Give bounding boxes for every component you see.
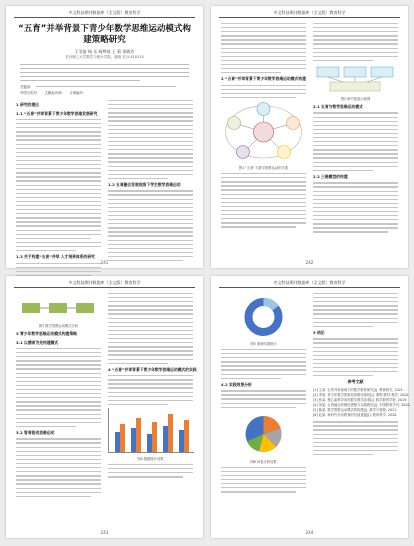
document-page-2 (211, 6, 408, 268)
figure-caption: 图5 调查结果统计 (250, 342, 277, 346)
framework-box (317, 67, 339, 77)
section-heading: 4 “五育”并举背景下青少年数学思维运动模式的实践 (108, 366, 197, 372)
left-column (221, 23, 306, 230)
section-heading: 3 青少年数学思维运动模式构建策略 (16, 331, 77, 336)
right-column (313, 23, 398, 236)
node-top (257, 103, 270, 116)
chart-bar (168, 414, 173, 452)
running-header: 中文科技期刊数据库（全文版）教育科学 (219, 280, 400, 288)
document-page-4 (211, 276, 411, 538)
node-bottom-left (237, 146, 250, 159)
figure-donut-chart (221, 295, 306, 339)
right-column (108, 293, 197, 480)
framework-box (344, 67, 366, 77)
author-list: 王菲旋 杨 乐 杨梦琦 王 莉 邹敏芳 (74, 49, 135, 54)
figure-caption: 图3 数学思维运动模式分析 (38, 324, 79, 328)
figure-caption: 图2 研究框架示意图 (340, 96, 371, 101)
reference-item: [2] 李某. 青少年数学思维培养路径探析[J]. 课程·教材·教法, 2020. (313, 393, 410, 398)
page-number: 241 (100, 260, 109, 265)
subsection-heading: 3.2 智育驱动思维运动 (16, 429, 55, 435)
framework-svg (313, 64, 398, 94)
figure-framework-diagram (313, 64, 398, 94)
reference-item: [6] 赵某. 新时代劳动教育的价值意蕴[J]. 教育科学, 2020. (313, 413, 398, 418)
reference-item: [1] 王某. 五育并举视域下的数学教育研究[J]. 教育研究, 2021. (313, 388, 404, 393)
framework-box (371, 67, 393, 77)
framework-box (330, 82, 380, 91)
page-number: 243 (100, 530, 109, 535)
node-bottom-right (278, 146, 291, 159)
chart-bar (136, 418, 141, 452)
chart-bar (120, 424, 125, 452)
running-header: 中文科技期刊数据库（全文版）教育科学 (14, 10, 195, 18)
classification-line: 中图分类号： 文献标识码： 文章编号： (20, 91, 87, 95)
node-right (287, 117, 300, 130)
document-page-3 (6, 276, 203, 538)
subsection-heading: 2.2 三维模型的构建 (313, 173, 348, 179)
subsection-heading: 4.2 实践效果分析 (221, 381, 252, 387)
figure-caption: 图4 数据统计结果 (137, 456, 164, 461)
reference-item: [4] 刘某. 五育融合的理论逻辑与实践路径[J]. 中国教育学刊, 2020. (313, 403, 411, 408)
paper-title: “五育”并举背景下青少年数学思维运动模式构建策略研究 (18, 24, 191, 45)
running-header: 中文科技期刊数据库（全文版）教育科学 (14, 280, 195, 288)
flow-svg (16, 295, 101, 321)
subsection-heading: 3.1 以德育为先构建模式 (16, 339, 59, 345)
left-column (16, 100, 101, 279)
reference-list (313, 388, 411, 418)
author-affiliation: 长沙理工大学数学与统计学院，湖南 长沙 410114 (65, 55, 144, 59)
center-node (254, 122, 274, 142)
figure-caption: 图1 “五育”与数学思维运动的关系 (238, 166, 289, 171)
right-column (313, 293, 411, 458)
keywords-line: 关键词： (20, 85, 34, 89)
figure-five-education-diagram (221, 101, 306, 163)
document-page-1 (6, 6, 203, 268)
section-heading: 1 研究的提出 (16, 102, 39, 107)
subsection-heading: 2.1 五育与数学思维运动模式 (313, 103, 363, 109)
page-number: 242 (305, 260, 314, 265)
section-heading: 5 结论 (313, 329, 325, 335)
figure-pie-chart (221, 411, 306, 457)
figure-bar-chart (108, 408, 194, 453)
diagram-svg (221, 101, 306, 163)
pie-svg (221, 411, 306, 457)
chart-bar (152, 422, 157, 452)
subsection-heading: 1.1 “五育”并举背景下青少年数学思维发展研究 (16, 110, 98, 116)
page-number: 244 (305, 530, 314, 535)
references-heading: 参考文献 (347, 379, 364, 385)
flow-box (49, 303, 67, 313)
figure-caption: 图6 问卷分析结果 (250, 459, 277, 464)
flow-box (22, 303, 40, 313)
reference-item: [5] 陈某. 数学思维运动模式的构建[J]. 教学与管理, 2021. (313, 408, 398, 413)
flow-box (76, 303, 94, 313)
left-column (221, 293, 306, 495)
figure-mode-analysis (16, 295, 101, 321)
running-header: 中文科技期刊数据库（全文版）教育科学 (219, 10, 400, 18)
chart-bar (184, 420, 189, 452)
subsection-heading: 1.2 五育融合发展视角下学生数学思维运动 (108, 181, 181, 187)
subsection-heading: 1.3 关于构建“五育”并举 人才培养体系的研究 (16, 254, 95, 260)
right-column (108, 100, 193, 264)
reference-item: [3] 张某. 核心素养导向的数学教学改革[J]. 数学教育学报, 2019. (313, 398, 408, 403)
donut-svg (221, 295, 306, 339)
left-column (16, 293, 101, 500)
section-heading: 2 “五育”并举背景下青少年数学思维运动模式构建 (221, 76, 306, 82)
node-left (228, 117, 241, 130)
